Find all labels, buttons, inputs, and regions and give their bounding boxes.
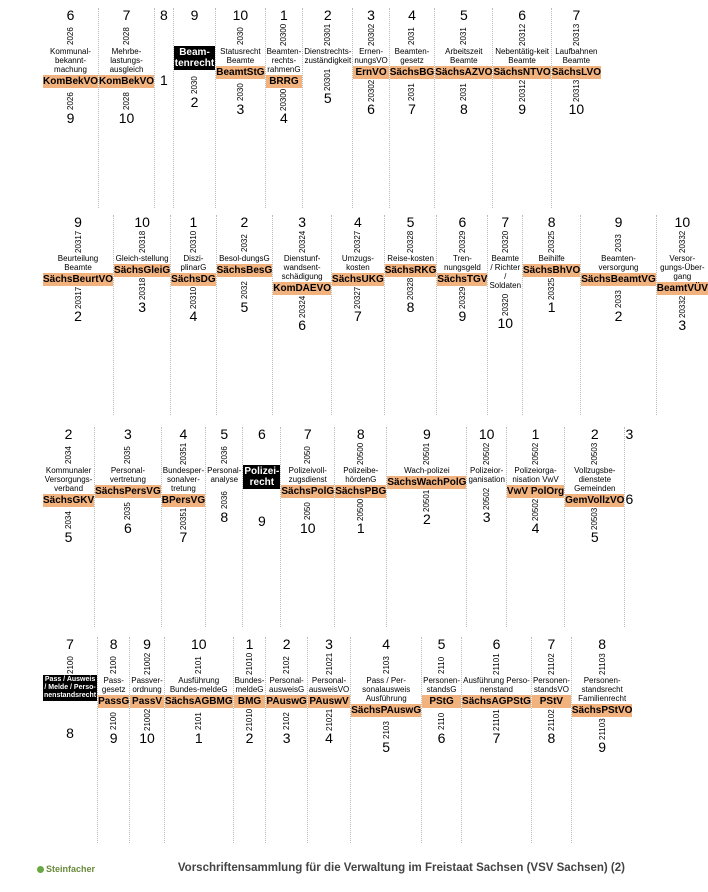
register-tab[interactable]: 2 20503 Vollzugsbe-dienstete Gemeinden GemVollzVO 20503 5 (565, 427, 625, 627)
register-tab[interactable]: 10 20318 Gleich-stellung SächsGleiG 20318 3 (114, 215, 171, 415)
register-tab[interactable]: 6 21101 Ausführung Perso-nenstand SächsAGPStG 21101 7 (462, 637, 532, 843)
register-tab[interactable]: 7 2100 Pass / Ausweis / Melde / Perso-nenstandsrecht 8 (43, 637, 98, 843)
register-tab[interactable]: 6 20312 Nebentätig-keit Beamte SächsNTVO 20312 9 (493, 8, 551, 208)
register-tab[interactable]: 9 20317 Beurteilung Beamte SächsBeurtVO 20317 2 (43, 215, 114, 415)
register-tab[interactable]: 3 6 (625, 426, 634, 507)
register-tab[interactable]: 7 2050 Polizeivoll-zugsdienst SächsPolG 2050 10 (281, 427, 335, 627)
register-tab[interactable]: 8 20325 Beihilfe SächsBhVO 20325 1 (523, 215, 581, 415)
footer (0, 858, 645, 892)
logo-icon (37, 866, 44, 873)
register-tab[interactable]: 5 2110 Personen-standsG PStG 2110 6 (422, 637, 462, 843)
register-sheet (43, 0, 708, 852)
register-tab[interactable]: 10 2030 Statusrecht Beamte BeamtStG 2030 3 (216, 8, 265, 208)
register-tab[interactable]: 7 20320 Beamte / Richter / Soldaten 20320 10 (488, 215, 523, 415)
register-tab[interactable]: 6 2026 Kommunal-bekannt-machung KomBekVO 2026 9 (43, 8, 99, 208)
register-tab[interactable]: 8 20500 Polizeibe-hördenG SächsPBG 20500 1 (335, 427, 387, 627)
register-tab[interactable]: 6 20329 Tren-nungsgeld SächsTGV 20329 9 (437, 215, 488, 415)
register-tab[interactable]: 9 20501 Wach-polizei SächsWachPolG 20501 2 (387, 427, 467, 627)
register-strip-2 (43, 214, 708, 415)
register-tab[interactable]: 3 21021 Personal-ausweisVO PAuswV 21021 4 (308, 637, 351, 843)
register-tab[interactable]: 7 20313 Laufbahnen Beamte SächsLVO 20313 10 (551, 7, 601, 117)
register-tab[interactable]: 10 2101 Ausführung Bundes-meldeG SächsAGBMG 2101 1 (165, 637, 234, 843)
register-tab[interactable]: 8 2100 Pass-gesetz PassG 2100 9 (98, 637, 130, 843)
register-tab[interactable]: 1 21010 Bundes-meldeG BMG 21010 2 (234, 637, 267, 843)
footer-title: Vorschriftensammlung für die Verwaltung im Freistaat Sachsen (VSV Sachsen) (2) (177, 862, 625, 874)
register-tab[interactable]: 4 2103 Pass / Per-sonalausweis Ausführung SächsPAuswG 2103 5 (351, 637, 422, 843)
register-tab[interactable]: 1 20310 Diszi-plinarG SächsDG 20310 4 (171, 215, 216, 415)
register-tab[interactable]: 9 Beam-tenrecht 2030 2 (174, 8, 216, 208)
register-strip-3 (43, 426, 634, 627)
register-tab[interactable]: 9 2033 Beamten-versorgung SächsBeamtVG 2033 2 (581, 215, 656, 415)
register-strip-4 (43, 636, 633, 843)
register-tab[interactable]: 3 20324 Dienstunf-wandsent-schädigung KomDAEVO 20324 6 (273, 215, 332, 415)
publisher-logo (37, 864, 95, 874)
register-tab[interactable]: 1 20300 Beamten-rechts-rahmenG BRRG 20300 4 (266, 8, 304, 208)
register-tab[interactable]: 7 21102 Personen-standsVO PStV 21102 8 (532, 637, 572, 843)
register-tab[interactable]: 4 2031 Beamten-gesetz SächsBG 2031 7 (390, 8, 435, 208)
register-tab[interactable]: 1 20502 Polizeiorga-nisation VwV VwV PolOrg 20502 4 (507, 427, 565, 627)
register-tab[interactable]: 3 2035 Personal-vertretung SächsPersVG 2035 6 (95, 427, 162, 627)
register-tab[interactable]: 9 21002 Passver-ordnung PassV 21002 10 (130, 637, 165, 843)
register-tab[interactable]: 4 20327 Umzugs-kosten SächsUKG 20327 7 (332, 215, 385, 415)
register-tab[interactable]: 2 20301 Dienstrechts-zuständigkeit 20301 5 (303, 8, 353, 208)
register-tab[interactable]: 3 20302 Ernen-nungsVO ErnVO 20302 6 (353, 8, 389, 208)
register-tab[interactable]: 5 2036 Personal-analyse 2036 8 (206, 427, 243, 627)
register-tab[interactable]: 10 20502 Polizeior-ganisation 20502 3 (467, 427, 506, 627)
register-tab[interactable]: 8 1 (155, 8, 174, 208)
register-tab[interactable]: 7 2028 Mehrbe-lastungs-ausgleich KomBekVO 2028 10 (99, 8, 155, 208)
register-tab[interactable]: 2 2102 Personal-ausweisG PAuswG 2102 3 (266, 637, 307, 843)
register-strip-1 (43, 8, 601, 208)
register-tab[interactable]: 10 20332 Versor-gungs-Über-gang BeamtVÜV 20332 3 (656, 214, 708, 333)
register-tab[interactable]: 2 2032 Besol-dungsG SächsBesG 2032 5 (217, 215, 274, 415)
register-tab[interactable]: 2 2034 Kommunaler Versorgungs-verband SächsGKV 2034 5 (43, 427, 95, 627)
register-tab[interactable]: 6 Polizei-recht 9 (243, 427, 281, 627)
register-tab[interactable]: 5 20328 Reise-kosten SächsRKG 20328 8 (385, 215, 438, 415)
register-tab[interactable]: 5 2031 Arbeitszeit Beamte SächsAZVO 2031 8 (435, 8, 493, 208)
logo-text: Steinfacher (46, 864, 96, 874)
register-tab[interactable]: 4 20351 Bundesper-sonalver-tretung BPersVG 20351 7 (162, 427, 206, 627)
register-tab[interactable]: 8 21103 Personen-standsrecht Familienrecht SächsPStVO 21103 9 (571, 636, 633, 755)
